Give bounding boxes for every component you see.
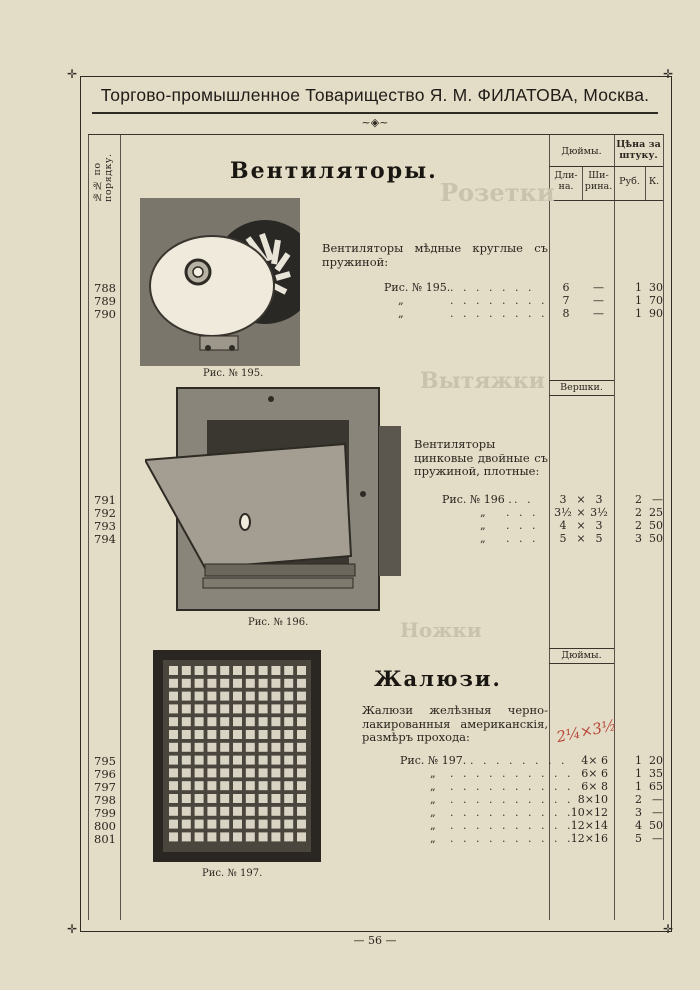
grille-opening — [220, 679, 229, 688]
grille-opening — [259, 704, 268, 713]
grille-opening — [246, 768, 255, 777]
bleed-through-text: Ножки — [400, 618, 482, 642]
row-794-no: 794 — [94, 532, 116, 546]
grille-opening — [246, 704, 255, 713]
grille-opening — [297, 794, 306, 803]
row-800-kop: 50 — [649, 819, 663, 832]
grille-opening — [284, 807, 293, 816]
header-ornament: ~◈~ — [361, 116, 389, 129]
row-796-rub: 1 — [635, 767, 642, 780]
row-800-size: 12×14 — [570, 819, 608, 832]
grille-opening — [169, 756, 178, 765]
col-header-order-no: №№ по порядку. — [92, 153, 114, 202]
grille-opening — [195, 781, 204, 790]
row-799-rub: 3 — [635, 806, 642, 819]
grille-opening — [271, 666, 280, 675]
row-791-no: 791 — [94, 493, 116, 507]
grille-opening — [195, 692, 204, 701]
handwritten-note: 2¼×3½ — [554, 715, 618, 747]
grille-opening — [271, 717, 280, 726]
grille-opening — [271, 794, 280, 803]
double-ventilator-illustration — [145, 386, 403, 612]
row-799-no: 799 — [94, 806, 116, 820]
grille-opening — [259, 768, 268, 777]
grille-opening — [182, 704, 191, 713]
corner-ornament-tr: ✛ — [663, 67, 674, 81]
grille-opening — [284, 832, 293, 841]
row-790-no: 790 — [94, 307, 116, 321]
grille-opening — [271, 692, 280, 701]
row-797-rub: 1 — [635, 780, 642, 793]
row-789-size: 7 — [562, 294, 570, 307]
grille-opening — [182, 832, 191, 841]
header-bottom-rule — [549, 200, 663, 201]
grille-opening — [220, 794, 229, 803]
row-790-width: — — [593, 307, 604, 320]
row-795-label: Рис. № 197. — [400, 754, 467, 767]
grille-opening — [246, 756, 255, 765]
grille-opening — [233, 717, 242, 726]
corner-ornament-bl: ✛ — [67, 922, 78, 936]
grille-opening — [297, 832, 306, 841]
grille-opening — [233, 820, 242, 829]
row-798-kop: — — [652, 793, 663, 806]
grille-opening — [169, 794, 178, 803]
row-789-label: „ — [398, 294, 404, 307]
grille-opening — [246, 832, 255, 841]
grille-opening — [195, 717, 204, 726]
grille-opening — [207, 832, 216, 841]
grille-opening — [233, 794, 242, 803]
grille-opening — [233, 704, 242, 713]
grille-opening — [246, 730, 255, 739]
header-mid-rule — [549, 166, 663, 167]
col-rule-orderno — [120, 134, 121, 920]
grille-opening — [182, 666, 191, 675]
grille-opening — [297, 743, 306, 752]
grille-opening — [220, 768, 229, 777]
row-799-label: „ — [430, 806, 436, 819]
section3-description: Жалюзи желѣзныя черно-лакированныя американскія, размѣръ прохода: — [362, 703, 548, 744]
grille-opening — [271, 756, 280, 765]
grille-opening — [284, 743, 293, 752]
dot-leader: . . . . . . . . . . — [450, 767, 574, 780]
col-rule-right — [663, 134, 664, 920]
row-798-size: 8×10 — [577, 793, 608, 806]
section1-description: Вентиляторы мѣдные круглые съ пружиной: — [322, 241, 548, 269]
grille-opening — [271, 730, 280, 739]
grille-opening — [207, 743, 216, 752]
row-793-len: 4 — [559, 519, 567, 532]
row-788-kop: 30 — [649, 281, 663, 294]
grille-opening — [284, 781, 293, 790]
grille-opening — [271, 679, 280, 688]
row-792-wid: 3½ — [590, 506, 608, 519]
col-rule-len-wid — [582, 166, 583, 200]
row-801-no: 801 — [94, 832, 116, 846]
grille-opening — [233, 679, 242, 688]
grille-opening — [220, 832, 229, 841]
grille-opening — [195, 679, 204, 688]
grille-opening — [220, 692, 229, 701]
grille-opening — [195, 794, 204, 803]
row-795-rub: 1 — [635, 754, 642, 767]
inches2-rule-bottom — [549, 663, 614, 664]
grille-opening — [195, 768, 204, 777]
grille-opening — [246, 743, 255, 752]
row-800-no: 800 — [94, 819, 116, 833]
dot-leader: . . . . . . . . — [450, 294, 548, 307]
grille-opening — [271, 704, 280, 713]
dot-leader: . . . . . . . . . . — [450, 780, 574, 793]
grille-opening — [246, 807, 255, 816]
grille-opening — [297, 717, 306, 726]
grille-opening — [233, 781, 242, 790]
row-793-label: „ — [480, 519, 486, 532]
row-796-no: 796 — [94, 767, 116, 781]
grille-opening — [233, 832, 242, 841]
grille-opening — [169, 820, 178, 829]
grille-opening — [169, 730, 178, 739]
row-789-no: 789 — [94, 294, 116, 308]
grille-opening — [195, 820, 204, 829]
times-sign: × — [576, 532, 586, 545]
grille-opening — [182, 692, 191, 701]
grille-opening — [284, 820, 293, 829]
row-798-rub: 2 — [635, 793, 642, 806]
table-top-rule — [88, 134, 663, 135]
grille-opening — [233, 768, 242, 777]
grille-opening — [284, 730, 293, 739]
grille-opening — [271, 832, 280, 841]
dot-leader: . . . . . . . . . . — [450, 806, 574, 819]
row-793-no: 793 — [94, 519, 116, 533]
grille-opening — [259, 820, 268, 829]
dot-leader: . . . . . . . . . . — [450, 832, 574, 845]
row-792-rub: 2 — [635, 506, 642, 519]
dot-leader: . . . . . . . . . . — [450, 793, 574, 806]
row-794-kop: 50 — [649, 532, 663, 545]
grille-opening — [169, 717, 178, 726]
grille-opening — [169, 679, 178, 688]
vershki-rule-top — [549, 380, 614, 381]
row-795-kop: 20 — [649, 754, 663, 767]
row-791-wid: 3 — [595, 493, 603, 506]
row-791-rub: 2 — [635, 493, 642, 506]
row-798-label: „ — [430, 793, 436, 806]
grille-opening — [284, 794, 293, 803]
corner-ornament-br: ✛ — [663, 922, 674, 936]
grille-opening — [233, 756, 242, 765]
grille-opening — [297, 781, 306, 790]
grille-opening — [271, 807, 280, 816]
row-801-kop: — — [652, 832, 663, 845]
vershki-rule-bottom — [549, 395, 614, 396]
grille-opening — [195, 704, 204, 713]
row-788-label: Рис. № 195. — [384, 281, 451, 294]
grille-opening — [259, 679, 268, 688]
grille-opening — [220, 704, 229, 713]
grille-opening — [284, 704, 293, 713]
grille-opening — [284, 692, 293, 701]
grille-opening — [207, 794, 216, 803]
dot-leader: . . . . . . . . — [470, 754, 568, 767]
grille-opening — [220, 666, 229, 675]
section-title-ventilators: Вентиляторы. — [230, 158, 438, 184]
grille-opening — [207, 704, 216, 713]
row-797-no: 797 — [94, 780, 116, 794]
row-789-rub: 1 — [635, 294, 642, 307]
row-790-rub: 1 — [635, 307, 642, 320]
grille-opening — [207, 768, 216, 777]
row-793-rub: 2 — [635, 519, 642, 532]
dot-leader: . . . . . . . — [450, 281, 535, 294]
row-789-kop: 70 — [649, 294, 663, 307]
dot-leader: . . . — [506, 532, 539, 545]
times-sign: × — [576, 493, 586, 506]
row-793-wid: 3 — [595, 519, 603, 532]
grille-opening — [220, 807, 229, 816]
figure-197-caption: Рис. № 197. — [202, 868, 263, 879]
grille-opening — [220, 743, 229, 752]
grille-opening — [246, 717, 255, 726]
row-790-kop: 90 — [649, 307, 663, 320]
grille-opening — [207, 730, 216, 739]
row-795-size: 4× 6 — [581, 754, 608, 767]
grille-opening — [259, 756, 268, 765]
grille-opening — [195, 832, 204, 841]
row-790-size: 8 — [562, 307, 570, 320]
row-800-rub: 4 — [635, 819, 642, 832]
bleed-through-text: Розетки — [440, 178, 555, 207]
grille-opening — [169, 666, 178, 675]
grille-opening — [297, 807, 306, 816]
row-788-no: 788 — [94, 281, 116, 295]
grille-opening — [182, 768, 191, 777]
grille-opening — [207, 679, 216, 688]
grille-opening — [259, 730, 268, 739]
grille-opening — [220, 781, 229, 790]
row-797-size: 6× 8 — [581, 780, 608, 793]
page-title: Торгово-промышленное Товарищество Я. М. ФИЛАТОВА, Москва. — [100, 85, 650, 105]
grille-opening — [169, 807, 178, 816]
grille-opening — [271, 820, 280, 829]
row-791-kop: — — [652, 493, 663, 506]
col-header-inches: Дюймы. — [561, 146, 602, 157]
grille-opening — [169, 768, 178, 777]
dot-leader: . . . . . . . . — [450, 307, 548, 320]
inches2-rule-top — [549, 648, 614, 649]
fan-illustration — [140, 198, 300, 366]
col-header-length: Дли-на. — [554, 170, 578, 192]
row-798-no: 798 — [94, 793, 116, 807]
grille-opening — [169, 743, 178, 752]
row-796-kop: 35 — [649, 767, 663, 780]
section-title-louvers: Жалюзи. — [374, 666, 502, 691]
corner-ornament-tl: ✛ — [67, 67, 78, 81]
section2-description: Вентиляторы цинковые двойные съ пружиной, плотные: — [414, 437, 548, 478]
dot-leader: . . . — [506, 519, 539, 532]
row-789-width: — — [593, 294, 604, 307]
grille-opening — [259, 807, 268, 816]
col-header-width: Ши-рина. — [584, 170, 613, 192]
grille-opening — [297, 730, 306, 739]
grille-opening — [246, 692, 255, 701]
col-header-vershki: Вершки. — [560, 382, 603, 393]
louver-grille-illustration — [153, 650, 321, 862]
figure-196-caption: Рис. № 196. — [248, 617, 309, 628]
row-794-rub: 3 — [635, 532, 642, 545]
grille-opening — [207, 807, 216, 816]
col-header-price-each: Цѣна за штуку. — [616, 139, 661, 161]
row-795-no: 795 — [94, 754, 116, 768]
grille-opening — [284, 666, 293, 675]
grille-opening — [284, 717, 293, 726]
grille-opening — [297, 704, 306, 713]
grille-opening — [220, 717, 229, 726]
row-790-label: „ — [398, 307, 404, 320]
dot-leader: . . . . . . . . . . — [450, 819, 574, 832]
grille-opening — [297, 756, 306, 765]
grille-opening — [207, 666, 216, 675]
grille-opening — [182, 743, 191, 752]
grille-opening — [297, 768, 306, 777]
grille-opening — [233, 692, 242, 701]
grille-opening — [233, 666, 242, 675]
row-792-kop: 25 — [649, 506, 663, 519]
grille-opening — [220, 730, 229, 739]
grille-opening — [233, 743, 242, 752]
grille-opening — [207, 756, 216, 765]
grille-opening — [246, 679, 255, 688]
grille-opening — [271, 781, 280, 790]
grille-opening — [182, 820, 191, 829]
row-792-no: 792 — [94, 506, 116, 520]
row-794-wid: 5 — [595, 532, 603, 545]
grille-opening — [195, 756, 204, 765]
grille-opening — [207, 692, 216, 701]
row-797-label: „ — [430, 780, 436, 793]
row-794-label: „ — [480, 532, 486, 545]
figure-196-image — [145, 386, 403, 612]
grille-opening — [246, 820, 255, 829]
grille-opening — [271, 743, 280, 752]
row-799-kop: — — [652, 806, 663, 819]
times-sign: × — [576, 506, 586, 519]
grille-opening — [182, 794, 191, 803]
row-801-label: „ — [430, 832, 436, 845]
grille-opening — [182, 756, 191, 765]
grille-opening — [169, 692, 178, 701]
grille-opening — [246, 794, 255, 803]
grille-opening — [220, 756, 229, 765]
grille-opening — [297, 679, 306, 688]
grille-opening — [233, 730, 242, 739]
grille-opening — [195, 730, 204, 739]
row-801-size: 12×16 — [570, 832, 608, 845]
grille-opening — [169, 704, 178, 713]
dot-leader: . . — [514, 493, 534, 506]
row-800-label: „ — [430, 819, 436, 832]
row-799-size: 10×12 — [570, 806, 608, 819]
figure-195-image — [140, 198, 300, 366]
grille-opening — [169, 832, 178, 841]
grille-opening — [246, 781, 255, 790]
grille-opening — [195, 807, 204, 816]
grille-opening — [182, 679, 191, 688]
grille-opening — [195, 743, 204, 752]
row-791-label: Рис. № 196 . — [442, 493, 512, 506]
row-788-size: 6 — [562, 281, 570, 294]
grille-opening — [271, 768, 280, 777]
grille-opening — [259, 832, 268, 841]
row-794-len: 5 — [559, 532, 567, 545]
grille-opening — [259, 666, 268, 675]
col-header-rub: Руб. — [619, 176, 640, 187]
grille-opening — [182, 730, 191, 739]
grille-opening — [220, 820, 229, 829]
grille-opening — [297, 692, 306, 701]
row-793-kop: 50 — [649, 519, 663, 532]
grille-opening — [284, 679, 293, 688]
grille-opening — [297, 820, 306, 829]
grille-opening — [182, 781, 191, 790]
grille-opening — [182, 717, 191, 726]
header-rule — [92, 112, 658, 114]
grille-opening — [259, 743, 268, 752]
row-788-rub: 1 — [635, 281, 642, 294]
grille-opening — [169, 781, 178, 790]
col-header-kop: К. — [648, 176, 660, 187]
grille-opening — [259, 717, 268, 726]
times-sign: × — [576, 519, 586, 532]
row-797-kop: 65 — [649, 780, 663, 793]
col-header-inches-2: Дюймы. — [561, 650, 602, 661]
bleed-through-text: Вытяжки — [420, 368, 545, 394]
grille-opening — [207, 781, 216, 790]
grille-opening — [259, 794, 268, 803]
dot-leader: . . . — [506, 506, 539, 519]
row-791-len: 3 — [559, 493, 567, 506]
grille-opening — [284, 768, 293, 777]
grille-opening — [246, 666, 255, 675]
row-796-size: 6× 6 — [581, 767, 608, 780]
grille-opening — [297, 666, 306, 675]
grille-opening — [207, 717, 216, 726]
grille-opening — [259, 692, 268, 701]
row-792-label: „ — [480, 506, 486, 519]
grille-opening — [182, 807, 191, 816]
row-801-rub: 5 — [635, 832, 642, 845]
grille-opening — [233, 807, 242, 816]
grille-opening — [259, 781, 268, 790]
figure-197-image — [153, 650, 321, 862]
grille-opening — [195, 666, 204, 675]
page-number: — 56 — — [353, 934, 397, 947]
figure-195-caption: Рис. № 195. — [203, 368, 264, 379]
grille-opening — [284, 756, 293, 765]
grille-opening — [207, 820, 216, 829]
row-796-label: „ — [430, 767, 436, 780]
row-792-len: 3½ — [554, 506, 572, 519]
row-788-width: — — [593, 281, 604, 294]
